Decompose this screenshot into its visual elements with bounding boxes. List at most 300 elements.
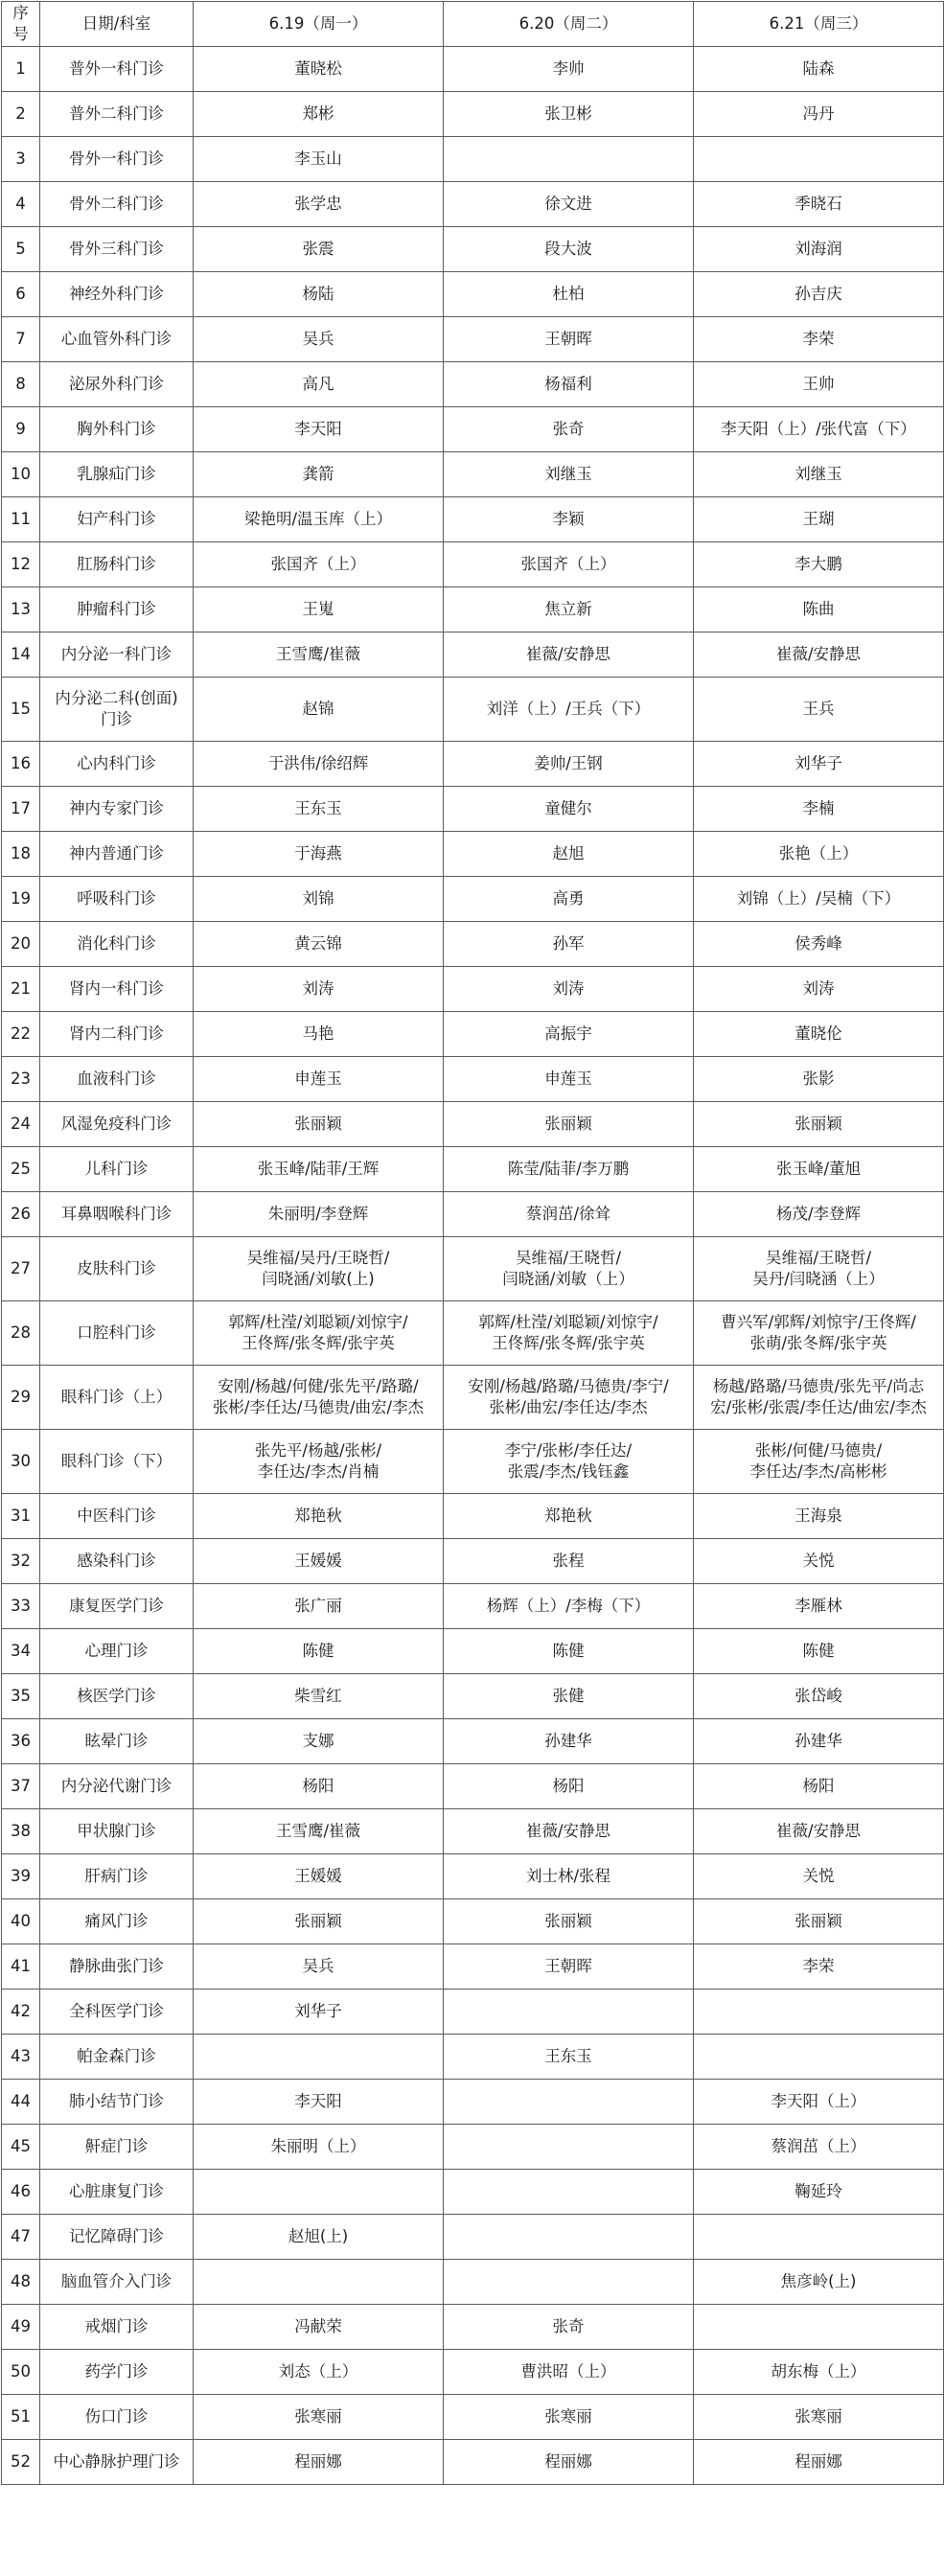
department-cell: 核医学门诊 bbox=[40, 1674, 194, 1719]
department-cell: 帕金森门诊 bbox=[40, 2035, 194, 2080]
day-3-cell: 吴维福/王晓哲/ 吴丹/闫晓涵（上） bbox=[694, 1237, 944, 1301]
day-1-cell: 郑彬 bbox=[194, 92, 444, 137]
row-index: 12 bbox=[2, 542, 40, 587]
table-row bbox=[2, 2350, 944, 2395]
table-row bbox=[2, 137, 944, 182]
day-1-cell: 李玉山 bbox=[194, 137, 444, 182]
day-3-cell: 王瑚 bbox=[694, 497, 944, 542]
day-3-cell: 董晓伦 bbox=[694, 1012, 944, 1057]
day-2-cell: 王朝晖 bbox=[444, 317, 694, 362]
day-1-cell: 朱丽明（上） bbox=[194, 2125, 444, 2170]
row-index: 21 bbox=[2, 967, 40, 1012]
day-2-cell: 张健 bbox=[444, 1674, 694, 1719]
day-3-cell: 李天阳（上）/张代富（下） bbox=[694, 407, 944, 452]
day-2-cell bbox=[444, 137, 694, 182]
clinic-schedule-table bbox=[1, 1, 944, 2485]
table-row bbox=[2, 742, 944, 787]
day-2-cell: 吴维福/王晓哲/ 闫晓涵/刘敏（上） bbox=[444, 1237, 694, 1301]
table-row bbox=[2, 47, 944, 92]
day-1-cell: 吴兵 bbox=[194, 317, 444, 362]
day-3-cell: 杨阳 bbox=[694, 1764, 944, 1809]
department-cell: 甲状腺门诊 bbox=[40, 1809, 194, 1854]
day-1-cell: 刘态（上） bbox=[194, 2350, 444, 2395]
day-3-cell: 胡东梅（上） bbox=[694, 2350, 944, 2395]
table-row bbox=[2, 1057, 944, 1102]
table-row bbox=[2, 2395, 944, 2440]
row-index: 4 bbox=[2, 182, 40, 227]
day-2-cell: 段大波 bbox=[444, 227, 694, 272]
day-3-cell: 孙吉庆 bbox=[694, 272, 944, 317]
day-2-cell: 孙建华 bbox=[444, 1719, 694, 1764]
day-2-cell: 申莲玉 bbox=[444, 1057, 694, 1102]
department-cell: 痛风门诊 bbox=[40, 1899, 194, 1944]
day-1-cell: 程丽娜 bbox=[194, 2440, 444, 2485]
department-cell: 泌尿外科门诊 bbox=[40, 362, 194, 407]
day-1-cell: 张先平/杨越/张彬/ 李任达/李杰/肖楠 bbox=[194, 1430, 444, 1494]
day-2-cell: 崔薇/安静思 bbox=[444, 1809, 694, 1854]
row-index: 44 bbox=[2, 2080, 40, 2125]
table-row bbox=[2, 877, 944, 922]
table-row bbox=[2, 1539, 944, 1584]
table-row bbox=[2, 1430, 944, 1494]
department-cell: 肛肠科门诊 bbox=[40, 542, 194, 587]
department-cell: 呼吸科门诊 bbox=[40, 877, 194, 922]
department-cell: 皮肤科门诊 bbox=[40, 1237, 194, 1301]
day-3-cell: 王帅 bbox=[694, 362, 944, 407]
day-2-cell: 张寒丽 bbox=[444, 2395, 694, 2440]
day-3-cell: 曹兴军/郭辉/刘惊宇/王佟辉/ 张萌/张冬辉/张宇英 bbox=[694, 1301, 944, 1366]
day-2-cell: 张丽颖 bbox=[444, 1102, 694, 1147]
table-row bbox=[2, 1237, 944, 1301]
row-index: 3 bbox=[2, 137, 40, 182]
department-cell: 口腔科门诊 bbox=[40, 1301, 194, 1366]
day-2-cell: 安刚/杨越/路璐/马德贵/李宁/ 张彬/曲宏/李任达/李杰 bbox=[444, 1366, 694, 1430]
table-row bbox=[2, 362, 944, 407]
day-3-cell: 刘涛 bbox=[694, 967, 944, 1012]
day-2-cell: 高振宇 bbox=[444, 1012, 694, 1057]
day-1-cell bbox=[194, 2035, 444, 2080]
day-1-cell: 朱丽明/李登辉 bbox=[194, 1192, 444, 1237]
table-row bbox=[2, 1944, 944, 1990]
day-3-cell bbox=[694, 2035, 944, 2080]
day-1-cell: 申莲玉 bbox=[194, 1057, 444, 1102]
day-3-cell: 李楠 bbox=[694, 787, 944, 832]
row-index: 42 bbox=[2, 1990, 40, 2035]
day-2-cell bbox=[444, 2215, 694, 2260]
department-cell: 血液科门诊 bbox=[40, 1057, 194, 1102]
department-cell: 心脏康复门诊 bbox=[40, 2170, 194, 2215]
department-cell: 康复医学门诊 bbox=[40, 1584, 194, 1629]
table-row bbox=[2, 542, 944, 587]
day-1-cell: 王雪鹰/崔薇 bbox=[194, 1809, 444, 1854]
header-day-2: 6.20（周二） bbox=[444, 2, 694, 47]
day-3-cell: 李天阳（上） bbox=[694, 2080, 944, 2125]
day-1-cell: 王雪鹰/崔薇 bbox=[194, 632, 444, 678]
day-3-cell: 陆森 bbox=[694, 47, 944, 92]
day-1-cell: 李天阳 bbox=[194, 2080, 444, 2125]
row-index: 47 bbox=[2, 2215, 40, 2260]
row-index: 32 bbox=[2, 1539, 40, 1584]
row-index: 20 bbox=[2, 922, 40, 967]
day-3-cell bbox=[694, 1990, 944, 2035]
day-3-cell: 王兵 bbox=[694, 678, 944, 742]
day-2-cell bbox=[444, 2260, 694, 2305]
table-row bbox=[2, 2215, 944, 2260]
header-date-department: 日期/科室 bbox=[40, 2, 194, 47]
day-2-cell: 张卫彬 bbox=[444, 92, 694, 137]
day-3-cell: 陈曲 bbox=[694, 587, 944, 632]
day-3-cell: 杨茂/李登辉 bbox=[694, 1192, 944, 1237]
row-index: 29 bbox=[2, 1366, 40, 1430]
department-cell: 眩晕门诊 bbox=[40, 1719, 194, 1764]
row-index: 49 bbox=[2, 2305, 40, 2350]
row-index: 52 bbox=[2, 2440, 40, 2485]
table-row bbox=[2, 92, 944, 137]
day-1-cell: 马艳 bbox=[194, 1012, 444, 1057]
table-row bbox=[2, 2305, 944, 2350]
day-1-cell: 安刚/杨越/何健/张先平/路璐/ 张彬/李任达/马德贵/曲宏/李杰 bbox=[194, 1366, 444, 1430]
day-1-cell: 赵旭(上) bbox=[194, 2215, 444, 2260]
row-index: 9 bbox=[2, 407, 40, 452]
day-1-cell: 杨阳 bbox=[194, 1764, 444, 1809]
department-cell: 心理门诊 bbox=[40, 1629, 194, 1674]
row-index: 17 bbox=[2, 787, 40, 832]
day-2-cell: 郭辉/杜滢/刘聪颖/刘惊宇/ 王佟辉/张冬辉/张宇英 bbox=[444, 1301, 694, 1366]
department-cell: 伤口门诊 bbox=[40, 2395, 194, 2440]
day-3-cell: 李大鹏 bbox=[694, 542, 944, 587]
day-2-cell: 崔薇/安静思 bbox=[444, 632, 694, 678]
department-cell: 心血管外科门诊 bbox=[40, 317, 194, 362]
table-row bbox=[2, 2035, 944, 2080]
day-3-cell: 焦彦岭(上) bbox=[694, 2260, 944, 2305]
header-row bbox=[2, 2, 944, 47]
table-row bbox=[2, 317, 944, 362]
department-cell: 神经外科门诊 bbox=[40, 272, 194, 317]
day-1-cell: 刘锦 bbox=[194, 877, 444, 922]
department-cell: 记忆障碍门诊 bbox=[40, 2215, 194, 2260]
department-cell: 胸外科门诊 bbox=[40, 407, 194, 452]
department-cell: 戒烟门诊 bbox=[40, 2305, 194, 2350]
row-index: 22 bbox=[2, 1012, 40, 1057]
table-row bbox=[2, 1494, 944, 1539]
day-2-cell bbox=[444, 2125, 694, 2170]
day-2-cell: 焦立新 bbox=[444, 587, 694, 632]
header-day-1: 6.19（周一） bbox=[194, 2, 444, 47]
day-3-cell: 张丽颖 bbox=[694, 1102, 944, 1147]
day-3-cell: 季晓石 bbox=[694, 182, 944, 227]
department-cell: 鼾症门诊 bbox=[40, 2125, 194, 2170]
day-3-cell: 张艳（上） bbox=[694, 832, 944, 877]
day-3-cell: 蔡润茁（上） bbox=[694, 2125, 944, 2170]
row-index: 8 bbox=[2, 362, 40, 407]
department-cell: 消化科门诊 bbox=[40, 922, 194, 967]
table-row bbox=[2, 967, 944, 1012]
table-row bbox=[2, 2170, 944, 2215]
table-row bbox=[2, 1719, 944, 1764]
day-1-cell: 于洪伟/徐绍辉 bbox=[194, 742, 444, 787]
day-1-cell: 王嵬 bbox=[194, 587, 444, 632]
department-cell: 眼科门诊（上） bbox=[40, 1366, 194, 1430]
table-row bbox=[2, 1674, 944, 1719]
day-1-cell: 董晓松 bbox=[194, 47, 444, 92]
day-1-cell: 张寒丽 bbox=[194, 2395, 444, 2440]
day-1-cell: 张玉峰/陆菲/王辉 bbox=[194, 1147, 444, 1192]
day-2-cell: 程丽娜 bbox=[444, 2440, 694, 2485]
day-3-cell: 孙建华 bbox=[694, 1719, 944, 1764]
table-row bbox=[2, 1366, 944, 1430]
day-3-cell: 张寒丽 bbox=[694, 2395, 944, 2440]
table-row bbox=[2, 1990, 944, 2035]
department-cell: 骨外二科门诊 bbox=[40, 182, 194, 227]
department-cell: 妇产科门诊 bbox=[40, 497, 194, 542]
row-index: 15 bbox=[2, 678, 40, 742]
day-2-cell: 张国齐（上） bbox=[444, 542, 694, 587]
day-2-cell: 孙军 bbox=[444, 922, 694, 967]
day-2-cell bbox=[444, 2170, 694, 2215]
table-row bbox=[2, 922, 944, 967]
table-row bbox=[2, 2080, 944, 2125]
day-2-cell: 蔡润茁/徐耸 bbox=[444, 1192, 694, 1237]
table-row bbox=[2, 452, 944, 497]
day-3-cell: 张影 bbox=[694, 1057, 944, 1102]
day-1-cell: 吴维福/吴丹/王晓哲/ 闫晓涵/刘敏(上) bbox=[194, 1237, 444, 1301]
day-3-cell: 王海泉 bbox=[694, 1494, 944, 1539]
day-1-cell: 张学忠 bbox=[194, 182, 444, 227]
day-2-cell: 杨辉（上）/李梅（下） bbox=[444, 1584, 694, 1629]
table-row bbox=[2, 832, 944, 877]
day-2-cell bbox=[444, 1990, 694, 2035]
row-index: 24 bbox=[2, 1102, 40, 1147]
table-row bbox=[2, 1854, 944, 1899]
day-2-cell: 杨阳 bbox=[444, 1764, 694, 1809]
day-3-cell: 张岱峻 bbox=[694, 1674, 944, 1719]
department-cell: 静脉曲张门诊 bbox=[40, 1944, 194, 1990]
day-3-cell: 刘锦（上）/吴楠（下） bbox=[694, 877, 944, 922]
department-cell: 内分泌一科门诊 bbox=[40, 632, 194, 678]
table-row bbox=[2, 1301, 944, 1366]
day-1-cell: 张震 bbox=[194, 227, 444, 272]
row-index: 11 bbox=[2, 497, 40, 542]
day-1-cell: 王媛媛 bbox=[194, 1854, 444, 1899]
department-cell: 耳鼻咽喉科门诊 bbox=[40, 1192, 194, 1237]
department-cell: 神内专家门诊 bbox=[40, 787, 194, 832]
day-3-cell: 刘海润 bbox=[694, 227, 944, 272]
day-2-cell: 童健尔 bbox=[444, 787, 694, 832]
day-1-cell: 柴雪红 bbox=[194, 1674, 444, 1719]
day-1-cell bbox=[194, 2170, 444, 2215]
row-index: 23 bbox=[2, 1057, 40, 1102]
department-cell: 肾内一科门诊 bbox=[40, 967, 194, 1012]
day-3-cell: 李雁林 bbox=[694, 1584, 944, 1629]
row-index: 19 bbox=[2, 877, 40, 922]
day-2-cell: 李宁/张彬/李任达/ 张震/李杰/钱钰鑫 bbox=[444, 1430, 694, 1494]
day-2-cell: 王东玉 bbox=[444, 2035, 694, 2080]
day-3-cell: 刘继玉 bbox=[694, 452, 944, 497]
row-index: 37 bbox=[2, 1764, 40, 1809]
day-2-cell: 赵旭 bbox=[444, 832, 694, 877]
row-index: 50 bbox=[2, 2350, 40, 2395]
table-row bbox=[2, 1899, 944, 1944]
table-row bbox=[2, 632, 944, 678]
table-row bbox=[2, 227, 944, 272]
day-1-cell: 刘涛 bbox=[194, 967, 444, 1012]
row-index: 10 bbox=[2, 452, 40, 497]
day-3-cell: 李荣 bbox=[694, 1944, 944, 1990]
row-index: 16 bbox=[2, 742, 40, 787]
department-cell: 中医科门诊 bbox=[40, 1494, 194, 1539]
header-day-3: 6.21（周三） bbox=[694, 2, 944, 47]
day-3-cell bbox=[694, 2305, 944, 2350]
row-index: 1 bbox=[2, 47, 40, 92]
day-3-cell: 侯秀峰 bbox=[694, 922, 944, 967]
row-index: 6 bbox=[2, 272, 40, 317]
day-2-cell: 曹洪昭（上） bbox=[444, 2350, 694, 2395]
table-row bbox=[2, 678, 944, 742]
row-index: 39 bbox=[2, 1854, 40, 1899]
department-cell: 骨外一科门诊 bbox=[40, 137, 194, 182]
table-row bbox=[2, 2125, 944, 2170]
day-3-cell: 程丽娜 bbox=[694, 2440, 944, 2485]
day-2-cell: 李帅 bbox=[444, 47, 694, 92]
day-1-cell: 支娜 bbox=[194, 1719, 444, 1764]
row-index: 48 bbox=[2, 2260, 40, 2305]
day-1-cell: 吴兵 bbox=[194, 1944, 444, 1990]
row-index: 28 bbox=[2, 1301, 40, 1366]
row-index: 2 bbox=[2, 92, 40, 137]
department-cell: 心内科门诊 bbox=[40, 742, 194, 787]
row-index: 40 bbox=[2, 1899, 40, 1944]
table-row bbox=[2, 1629, 944, 1674]
day-3-cell: 张丽颖 bbox=[694, 1899, 944, 1944]
day-3-cell: 陈健 bbox=[694, 1629, 944, 1674]
department-cell: 儿科门诊 bbox=[40, 1147, 194, 1192]
day-2-cell: 王朝晖 bbox=[444, 1944, 694, 1990]
day-2-cell: 刘继玉 bbox=[444, 452, 694, 497]
department-cell: 肾内二科门诊 bbox=[40, 1012, 194, 1057]
day-3-cell: 关悦 bbox=[694, 1539, 944, 1584]
day-2-cell bbox=[444, 2080, 694, 2125]
department-cell: 普外二科门诊 bbox=[40, 92, 194, 137]
day-1-cell: 杨陆 bbox=[194, 272, 444, 317]
department-cell: 内分泌二科(创面) 门诊 bbox=[40, 678, 194, 742]
department-cell: 神内普通门诊 bbox=[40, 832, 194, 877]
department-cell: 全科医学门诊 bbox=[40, 1990, 194, 2035]
row-index: 18 bbox=[2, 832, 40, 877]
day-2-cell: 陈莹/陆菲/李万鹏 bbox=[444, 1147, 694, 1192]
row-index: 25 bbox=[2, 1147, 40, 1192]
department-cell: 中心静脉护理门诊 bbox=[40, 2440, 194, 2485]
department-cell: 肝病门诊 bbox=[40, 1854, 194, 1899]
table-row bbox=[2, 1012, 944, 1057]
day-2-cell: 徐文进 bbox=[444, 182, 694, 227]
table-row bbox=[2, 2440, 944, 2485]
row-index: 26 bbox=[2, 1192, 40, 1237]
day-2-cell: 高勇 bbox=[444, 877, 694, 922]
row-index: 34 bbox=[2, 1629, 40, 1674]
row-index: 43 bbox=[2, 2035, 40, 2080]
day-2-cell: 张程 bbox=[444, 1539, 694, 1584]
row-index: 51 bbox=[2, 2395, 40, 2440]
row-index: 38 bbox=[2, 1809, 40, 1854]
row-index: 30 bbox=[2, 1430, 40, 1494]
day-2-cell: 刘涛 bbox=[444, 967, 694, 1012]
table-row bbox=[2, 1764, 944, 1809]
table-row bbox=[2, 497, 944, 542]
day-2-cell: 姜帅/王钢 bbox=[444, 742, 694, 787]
day-3-cell: 冯丹 bbox=[694, 92, 944, 137]
day-3-cell: 张彬/何健/马德贵/ 李任达/李杰/高彬彬 bbox=[694, 1430, 944, 1494]
day-1-cell: 赵锦 bbox=[194, 678, 444, 742]
day-1-cell: 陈健 bbox=[194, 1629, 444, 1674]
row-index: 41 bbox=[2, 1944, 40, 1990]
day-1-cell: 龚箭 bbox=[194, 452, 444, 497]
day-3-cell: 鞠延玲 bbox=[694, 2170, 944, 2215]
day-1-cell bbox=[194, 2260, 444, 2305]
day-2-cell: 张奇 bbox=[444, 407, 694, 452]
department-cell: 普外一科门诊 bbox=[40, 47, 194, 92]
day-2-cell: 张奇 bbox=[444, 2305, 694, 2350]
day-3-cell: 关悦 bbox=[694, 1854, 944, 1899]
day-1-cell: 梁艳明/温玉库（上） bbox=[194, 497, 444, 542]
table-row bbox=[2, 2260, 944, 2305]
row-index: 14 bbox=[2, 632, 40, 678]
table-row bbox=[2, 1809, 944, 1854]
day-1-cell: 高凡 bbox=[194, 362, 444, 407]
department-cell: 感染科门诊 bbox=[40, 1539, 194, 1584]
department-cell: 肺小结节门诊 bbox=[40, 2080, 194, 2125]
table-row bbox=[2, 787, 944, 832]
department-cell: 风湿免疫科门诊 bbox=[40, 1102, 194, 1147]
row-index: 33 bbox=[2, 1584, 40, 1629]
day-1-cell: 郭辉/杜滢/刘聪颖/刘惊宇/ 王佟辉/张冬辉/张宇英 bbox=[194, 1301, 444, 1366]
day-1-cell: 黄云锦 bbox=[194, 922, 444, 967]
row-index: 35 bbox=[2, 1674, 40, 1719]
day-2-cell: 刘士林/张程 bbox=[444, 1854, 694, 1899]
day-2-cell: 陈健 bbox=[444, 1629, 694, 1674]
day-3-cell: 刘华子 bbox=[694, 742, 944, 787]
table-row bbox=[2, 407, 944, 452]
row-index: 27 bbox=[2, 1237, 40, 1301]
day-3-cell: 张玉峰/董旭 bbox=[694, 1147, 944, 1192]
header-index: 序号 bbox=[2, 2, 40, 47]
table-row bbox=[2, 1102, 944, 1147]
day-2-cell: 杜柏 bbox=[444, 272, 694, 317]
day-1-cell: 张国齐（上） bbox=[194, 542, 444, 587]
day-1-cell: 王媛媛 bbox=[194, 1539, 444, 1584]
day-1-cell: 刘华子 bbox=[194, 1990, 444, 2035]
department-cell: 药学门诊 bbox=[40, 2350, 194, 2395]
table-row bbox=[2, 182, 944, 227]
day-1-cell: 王东玉 bbox=[194, 787, 444, 832]
day-1-cell: 冯献荣 bbox=[194, 2305, 444, 2350]
table-row bbox=[2, 272, 944, 317]
day-1-cell: 张丽颖 bbox=[194, 1102, 444, 1147]
day-1-cell: 李天阳 bbox=[194, 407, 444, 452]
day-3-cell: 杨越/路璐/马德贵/张先平/尚志 宏/张彬/张震/李任达/曲宏/李杰 bbox=[694, 1366, 944, 1430]
table-row bbox=[2, 1147, 944, 1192]
day-2-cell: 郑艳秋 bbox=[444, 1494, 694, 1539]
row-index: 13 bbox=[2, 587, 40, 632]
row-index: 31 bbox=[2, 1494, 40, 1539]
day-2-cell: 张丽颖 bbox=[444, 1899, 694, 1944]
day-2-cell: 刘洋（上）/王兵（下） bbox=[444, 678, 694, 742]
row-index: 7 bbox=[2, 317, 40, 362]
day-3-cell: 崔薇/安静思 bbox=[694, 632, 944, 678]
row-index: 5 bbox=[2, 227, 40, 272]
day-2-cell: 李颖 bbox=[444, 497, 694, 542]
day-2-cell: 杨福利 bbox=[444, 362, 694, 407]
day-1-cell: 郑艳秋 bbox=[194, 1494, 444, 1539]
